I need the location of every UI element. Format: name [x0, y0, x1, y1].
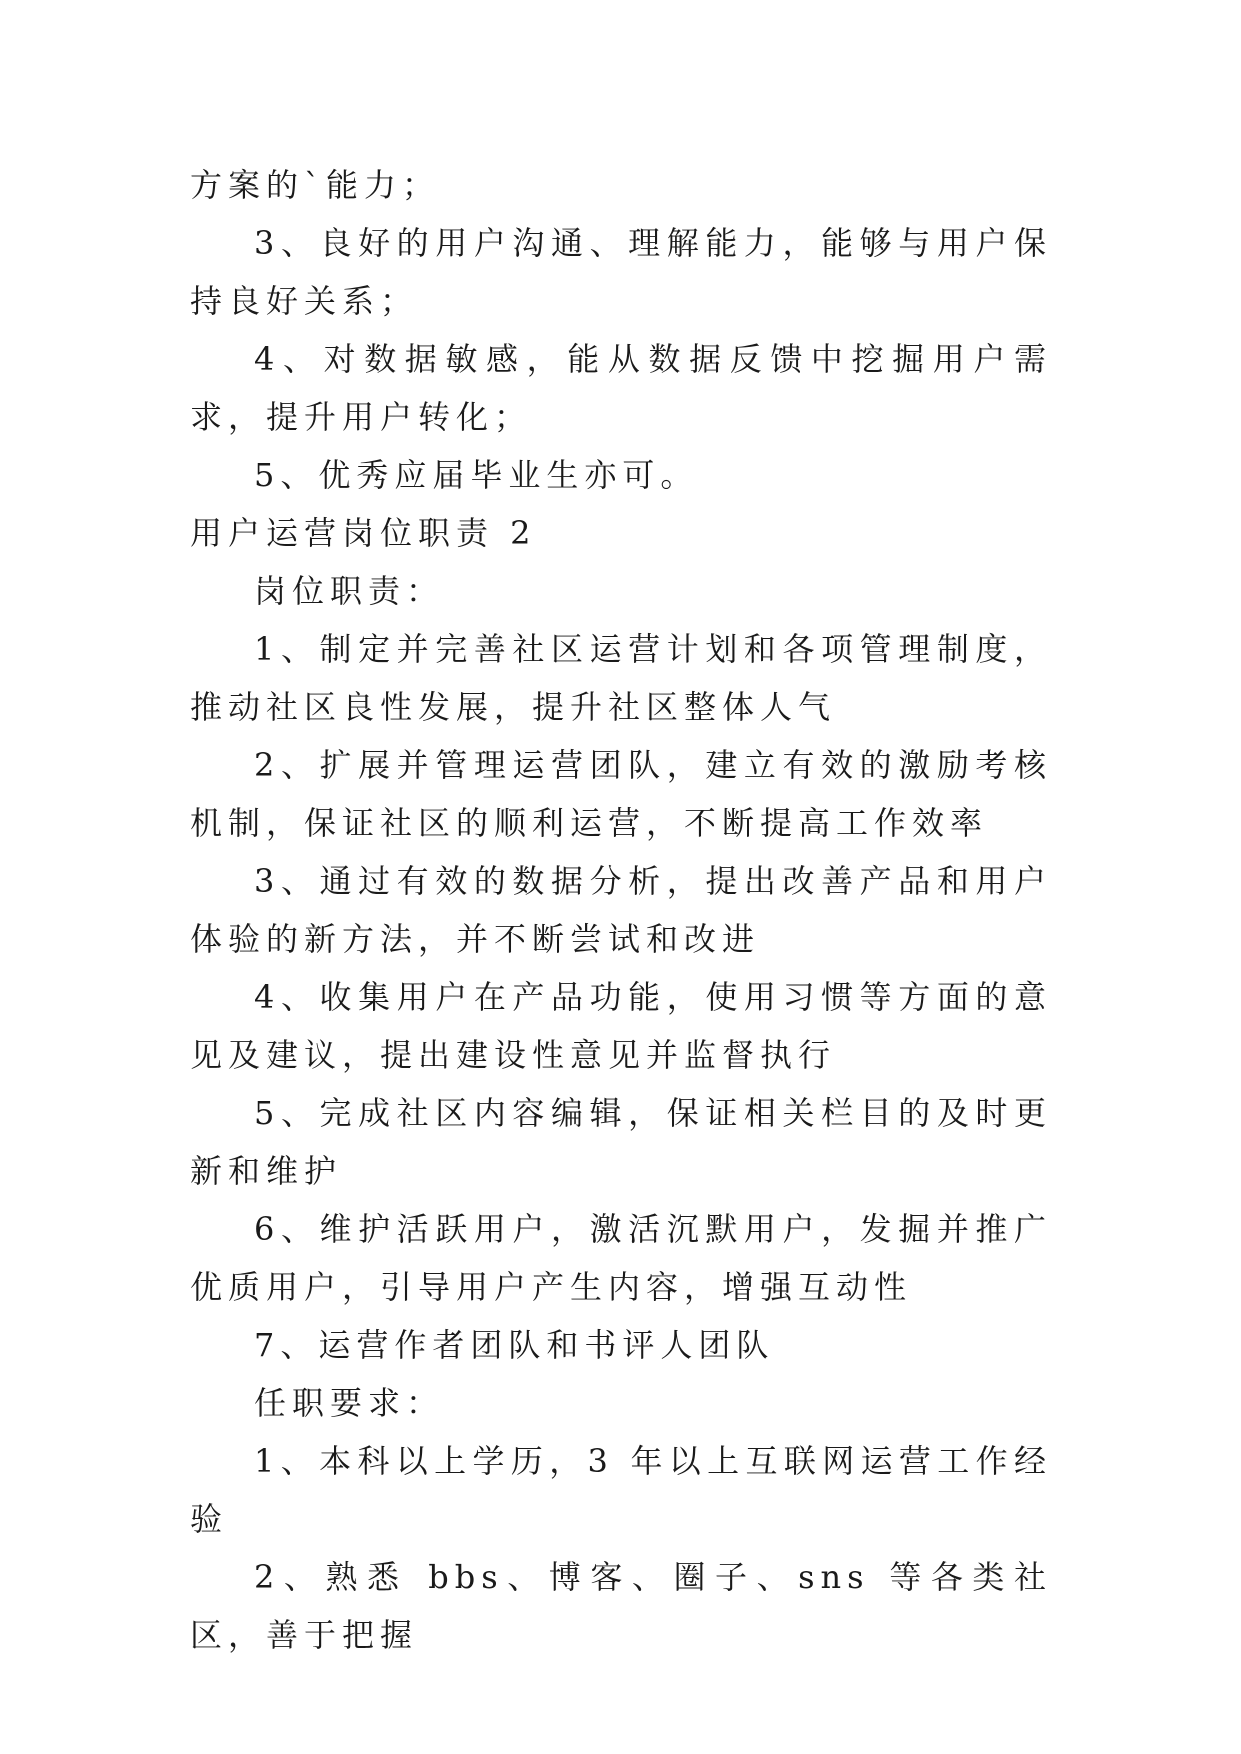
duty-item-4: 4、收集用户在产品功能，使用习惯等方面的意见及建议，提出建设性意见并监督执行 — [190, 978, 1052, 1074]
subheading-requirements: 任职要求： — [254, 1384, 445, 1422]
requirement-item-3: 3、良好的用户沟通、理解能力，能够与用户保持良好关系； — [190, 224, 1052, 320]
duty-item-7: 7、运营作者团队和书评人团队 — [254, 1326, 775, 1364]
duty-item-1: 1、制定并完善社区运营计划和各项管理制度，推动社区良性发展，提升社区整体人气 — [190, 630, 1052, 726]
requirement-item-4: 4、对数据敏感，能从数据反馈中挖掘用户需求，提升用户转化； — [190, 340, 1052, 436]
duty-item-6: 6、维护活跃用户，激活沉默用户，发掘并推广优质用户，引导用户产生内容，增强互动性 — [190, 1210, 1052, 1306]
duty-item-2: 2、扩展并管理运营团队，建立有效的激励考核机制，保证社区的顺利运营，不断提高工作效率 — [190, 746, 1052, 842]
requirement-item-5: 5、优秀应届毕业生亦可。 — [254, 456, 699, 494]
document-body — [190, 156, 1052, 1664]
duty-item-5: 5、完成社区内容编辑，保证相关栏目的及时更新和维护 — [190, 1094, 1052, 1190]
requirement-item-1: 1、本科以上学历，3 年以上互联网运营工作经验 — [190, 1442, 1052, 1538]
section-heading: 用户运营岗位职责 2 — [190, 514, 537, 552]
duty-item-3: 3、通过有效的数据分析，提出改善产品和用户体验的新方法，并不断尝试和改进 — [190, 862, 1052, 958]
requirement-item-2: 2、熟悉 bbs、博客、圈子、sns 等各类社区，善于把握 — [190, 1558, 1052, 1654]
paragraph-continuation: 方案的`能力； — [190, 166, 441, 204]
subheading-duties: 岗位职责： — [254, 572, 445, 610]
